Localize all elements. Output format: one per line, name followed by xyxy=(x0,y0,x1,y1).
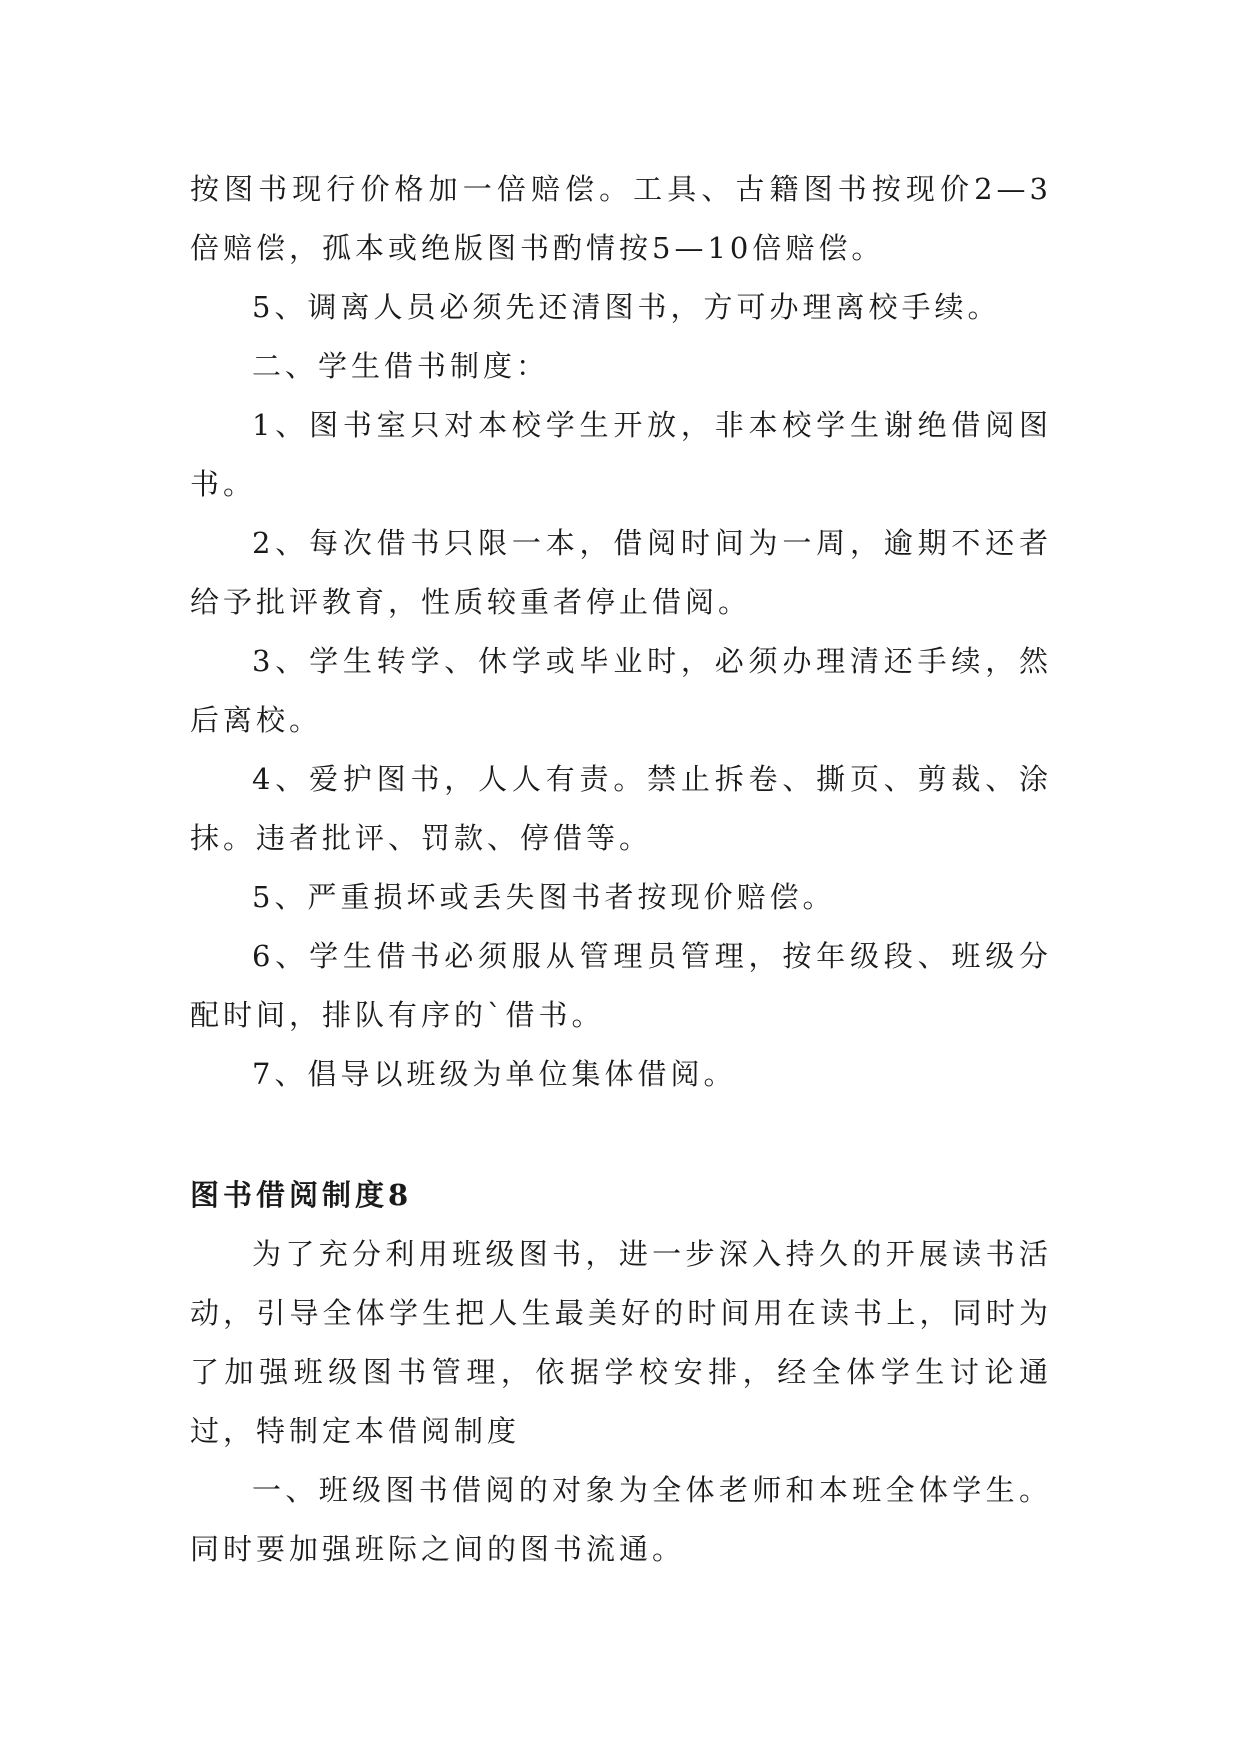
paragraph-rule-2: 2、每次借书只限一本，借阅时间为一周，逾期不还者给予批评教育，性质较重者停止借阅。 xyxy=(190,526,1052,619)
paragraph-borrowers: 一、班级图书借阅的对象为全体老师和本班全体学生。同时要加强班际之间的图书流通。 xyxy=(190,1473,1052,1566)
paragraph-rule-1: 1、图书室只对本校学生开放，非本校学生谢绝借阅图书。 xyxy=(190,408,1052,501)
paragraph-rule-7: 7、倡导以班级为单位集体借阅。 xyxy=(252,1057,737,1091)
paragraph-compensation: 按图书现行价格加一倍赔偿。工具、古籍图书按现价2—3倍赔偿，孤本或绝版图书酌情按5—10倍赔偿。 xyxy=(190,172,1052,265)
paragraph-rule-6: 6、学生借书必须服从管理员管理，按年级段、班级分配时间，排队有序的`借书。 xyxy=(190,939,1052,1032)
paragraph-staff-departure: 5、调离人员必须先还清图书，方可办理离校手续。 xyxy=(252,290,1001,324)
paragraph-rule-5: 5、严重损坏或丢失图书者按现价赔偿。 xyxy=(252,880,836,914)
section-class-library xyxy=(190,1166,1052,1579)
paragraph-purpose: 为了充分利用班级图书，进一步深入持久的开展读书活动，引导全体学生把人生最美好的时间用在读书上，同时为了加强班级图书管理，依据学校安排，经全体学生讨论通过，特制定本借阅制度 xyxy=(190,1237,1052,1448)
paragraph-rule-3: 3、学生转学、休学或毕业时，必须办理清还手续，然后离校。 xyxy=(190,644,1052,737)
paragraph-rule-4: 4、爱护图书，人人有责。禁止拆卷、撕页、剪裁、涂抹。违者批评、罚款、停借等。 xyxy=(190,762,1052,855)
paragraph-student-rules-heading: 二、学生借书制度： xyxy=(252,349,550,383)
section-spacer xyxy=(190,1104,1052,1166)
section-student-borrowing xyxy=(190,160,1052,1104)
document-body xyxy=(190,160,1052,1579)
section-title: 图书借阅制度8 xyxy=(190,1178,413,1212)
